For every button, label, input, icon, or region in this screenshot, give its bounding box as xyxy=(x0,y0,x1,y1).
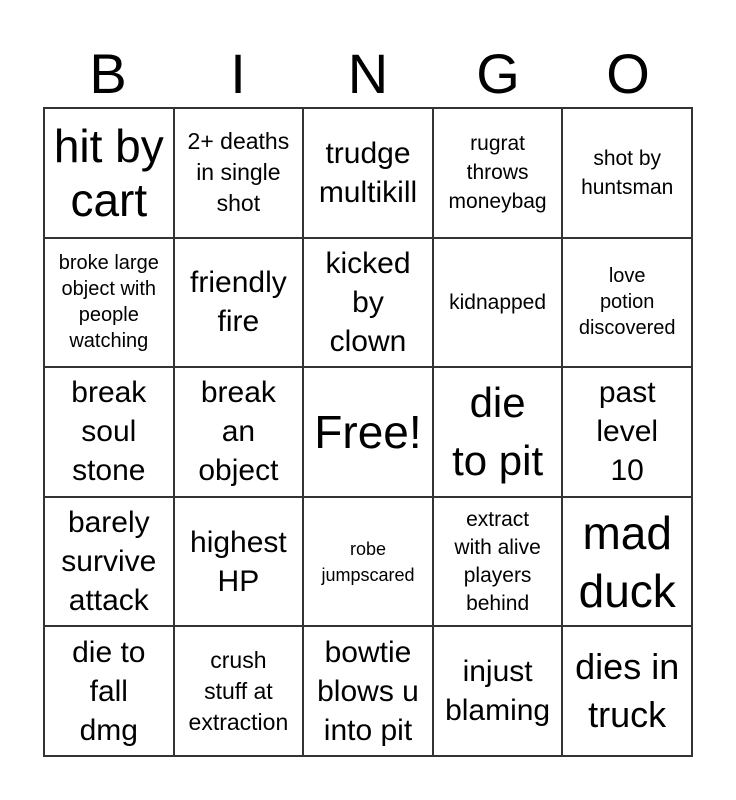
square-text-line: truck xyxy=(588,694,667,736)
bingo-square[interactable] xyxy=(434,627,564,757)
square-text-line: in single xyxy=(196,159,281,186)
bingo-square[interactable] xyxy=(434,498,564,628)
square-text-line: duck xyxy=(578,564,676,617)
square-text-line: love xyxy=(608,265,646,288)
square-text-line: die to xyxy=(72,635,146,669)
bingo-square[interactable] xyxy=(434,239,564,369)
bingo-card-grid xyxy=(43,107,693,757)
square-text-line: rugrat xyxy=(470,132,526,156)
header-letter-i: I xyxy=(230,42,246,105)
header-letter-g: G xyxy=(476,42,520,105)
bingo-square[interactable] xyxy=(175,368,305,498)
square-text-line: huntsman xyxy=(581,175,674,199)
square-text-line: extraction xyxy=(188,708,289,735)
square-text-line: with alive xyxy=(454,535,541,559)
bingo-square[interactable] xyxy=(175,239,305,369)
square-text-line: behind xyxy=(466,591,530,615)
square-text-line: soul xyxy=(81,415,137,449)
square-text-line: extract xyxy=(466,507,530,531)
square-text-line: by xyxy=(352,285,384,319)
square-text-line: broke large xyxy=(58,252,159,275)
square-text-line: break xyxy=(200,376,276,410)
square-text-line: highest xyxy=(190,525,287,559)
square-text-line: discovered xyxy=(578,317,676,340)
square-text-line: friendly xyxy=(190,266,287,300)
square-text-line: injust xyxy=(462,655,533,689)
square-text-line: watching xyxy=(69,330,149,353)
square-text-line: HP xyxy=(217,564,260,598)
header-letter-o: O xyxy=(606,42,650,105)
square-text-line: stuff at xyxy=(204,677,273,704)
square-text-line: blaming xyxy=(445,694,551,728)
square-text-line: robe xyxy=(349,538,386,559)
square-text-line: moneybag xyxy=(448,190,547,214)
square-text-line: level xyxy=(596,415,659,449)
square-text-line: players xyxy=(463,563,532,587)
square-text-line: fall xyxy=(89,674,128,708)
bingo-header xyxy=(43,42,693,106)
bingo-square[interactable] xyxy=(563,239,693,369)
bingo-square[interactable] xyxy=(304,498,434,628)
square-text-line: 10 xyxy=(610,454,644,488)
square-text-line: cart xyxy=(70,173,148,226)
square-text-line: past xyxy=(598,376,656,410)
header-letter-n: N xyxy=(347,42,389,105)
square-text-line: object xyxy=(198,454,279,488)
bingo-square[interactable] xyxy=(45,239,175,369)
square-text-line: kidnapped xyxy=(449,290,547,314)
square-text-line: dmg xyxy=(79,713,138,747)
square-text-line: die xyxy=(469,378,526,426)
square-text-line: jumpscared xyxy=(321,564,415,585)
square-text-line: attack xyxy=(68,584,149,618)
bingo-square[interactable] xyxy=(45,498,175,628)
bingo-square[interactable] xyxy=(45,368,175,498)
bingo-square[interactable] xyxy=(304,627,434,757)
square-text-line: stone xyxy=(72,454,146,488)
bingo-square[interactable] xyxy=(304,109,434,239)
bingo-square[interactable] xyxy=(45,627,175,757)
bingo-square[interactable] xyxy=(563,368,693,498)
square-text-line: trudge xyxy=(325,136,411,170)
bingo-square[interactable] xyxy=(563,109,693,239)
square-text-line: break xyxy=(71,376,147,410)
square-text-line: blows u xyxy=(317,674,419,708)
bingo-square[interactable] xyxy=(304,239,434,369)
bingo-square[interactable] xyxy=(563,498,693,628)
bingo-square[interactable] xyxy=(175,627,305,757)
square-text-line: survive xyxy=(61,545,157,579)
square-text-line: to pit xyxy=(452,436,544,484)
square-text-line: bowtie xyxy=(324,635,412,669)
bingo-square[interactable] xyxy=(175,498,305,628)
square-text-line: into pit xyxy=(323,713,413,747)
square-text-line: barely xyxy=(67,506,150,540)
square-text-line: 2+ deaths xyxy=(187,128,290,155)
square-text-line: fire xyxy=(217,305,260,339)
square-text-line: people xyxy=(78,304,139,327)
bingo-square[interactable] xyxy=(434,368,564,498)
square-text-line: shot by xyxy=(593,146,662,170)
header-letter-b: B xyxy=(89,42,127,105)
square-text-line: crush xyxy=(210,646,267,673)
square-text-line: object with xyxy=(61,278,157,301)
bingo-square[interactable] xyxy=(175,109,305,239)
square-text-line: clown xyxy=(329,324,407,358)
square-text-line: shot xyxy=(216,190,261,217)
bingo-square[interactable] xyxy=(434,109,564,239)
square-text-line: an xyxy=(221,415,256,449)
free-square[interactable] xyxy=(304,368,434,498)
square-text-line: dies in xyxy=(575,646,680,688)
bingo-square[interactable] xyxy=(45,109,175,239)
square-text-line: throws xyxy=(466,161,529,185)
square-text-line: potion xyxy=(599,291,655,314)
square-text-line: mad xyxy=(582,506,672,559)
square-text-line: kicked xyxy=(325,246,411,280)
square-text-line: hit by xyxy=(53,119,164,172)
bingo-square[interactable] xyxy=(563,627,693,757)
free-square-label: Free! xyxy=(314,405,422,458)
square-text-line: multikill xyxy=(318,175,418,209)
